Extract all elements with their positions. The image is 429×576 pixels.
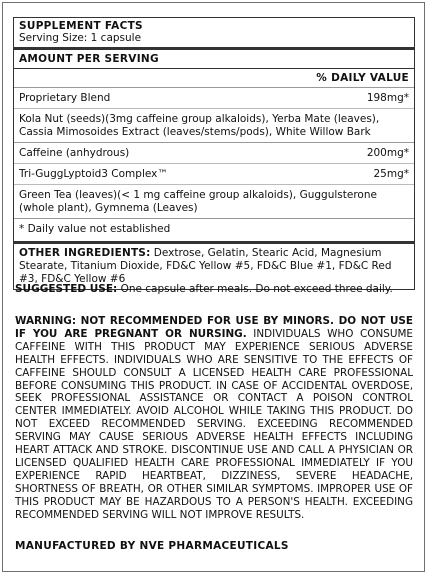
daily-value-header: % DAILY VALUE (14, 69, 414, 88)
manufacturer-line: MANUFACTURED BY NVE PHARMACEUTICALS (15, 540, 289, 552)
serving-size: Serving Size: 1 capsule (14, 32, 414, 50)
ingredient-amount: 198mg* (366, 92, 409, 104)
suggested-use-text: One capsule after meals. Do not exceed three daily. (117, 283, 393, 295)
other-ingredients-label: OTHER INGREDIENTS: (19, 247, 151, 259)
daily-value-footnote: * Daily value not established (14, 219, 414, 244)
complex-description: Green Tea (leaves)(< 1 mg caffeine group alkaloids), Guggulsterone (whole plant), Gymnema (Leaves) (14, 185, 414, 219)
ingredient-name: Caffeine (anhydrous) (19, 147, 130, 159)
facts-row-caffeine (14, 143, 414, 164)
facts-row-complex (14, 164, 414, 185)
ingredient-amount: 25mg* (373, 168, 409, 180)
warning-bold: WARNING: NOT RECOMMENDED FOR USE BY MINORS. DO NOT USE IF YOU ARE PREGNANT OR NURSING. (15, 315, 413, 340)
suggested-use-label: SUGGESTED USE: (15, 283, 118, 295)
other-ingredients-text: Dextrose, Gelatin, Stearic Acid, Magnesium Stearate, Titanium Dioxide, FD&C Yellow #5, FD&C Blue #1, FD&C Red #3, FD&C Yellow #6 (19, 247, 392, 285)
ingredient-name: Proprietary Blend (19, 92, 111, 104)
facts-row-proprietary-blend (14, 88, 414, 109)
amount-per-serving-header: AMOUNT PER SERVING (14, 50, 414, 69)
blend-description: Kola Nut (seeds)(3mg caffeine group alkaloids), Yerba Mate (leaves), Cassia Mimosoides Extract (leaves/stems/pods), White Willow Bark (14, 109, 414, 143)
supplement-facts-panel (13, 17, 415, 290)
warning-body: INDIVIDUALS WHO CONSUME CAFFEINE WITH THIS PRODUCT MAY EXPERIENCE SERIOUS ADVERSE HEALTH EFFECTS. INDIVIDUALS WHO ARE SENSITIVE TO THE EFFECTS OF CAFFEINE SHOULD CONSULT A LICENSED HEALTH CARE PROFESSIONAL BEFORE CONSUMING THIS PRODUCT. IN CASE OF ACCIDENTAL OVERDOSE, SEEK PROFESSIONAL ASSISTANCE OR CONTACT A POISON CONTROL CENTER IMMEDIATELY. AVOID ALCOHOL WHILE TAKING THIS PRODUCT. DO NOT EXCEED RECOMMENDED SERVING. EXCEEDING RECOMMENDED SERVING MAY CAUSE SERIOUS ADVERSE HEALTH EFFECTS INCLUDING HEART ATTACK AND STROKE. DISCONTINUE USE AND CALL A PHYSICIAN OR LICENSED QUALIFIED HEALTH CARE PROFESSIONAL IMMEDIATELY IF YOU EXPERIENCE RAPID HEARTBEAT, DIZZINESS, SEVERE HEADACHE, SHORTNESS OF BREATH, OR OTHER SIMILAR SYMPTOMS. IMPROPER USE OF THIS PRODUCT MAY BE HAZARDOUS TO A PERSON'S HEALTH. EXCEEDING RECOMMENDED SERVING WILL NOT IMPROVE RESULTS. (15, 327, 413, 521)
ingredient-amount: 200mg* (366, 147, 409, 159)
ingredient-name: Tri-GuggLyptoid3 Complex™ (19, 168, 168, 180)
suggested-use (15, 283, 415, 296)
facts-title: SUPPLEMENT FACTS (19, 20, 143, 32)
warning-text (15, 315, 413, 522)
